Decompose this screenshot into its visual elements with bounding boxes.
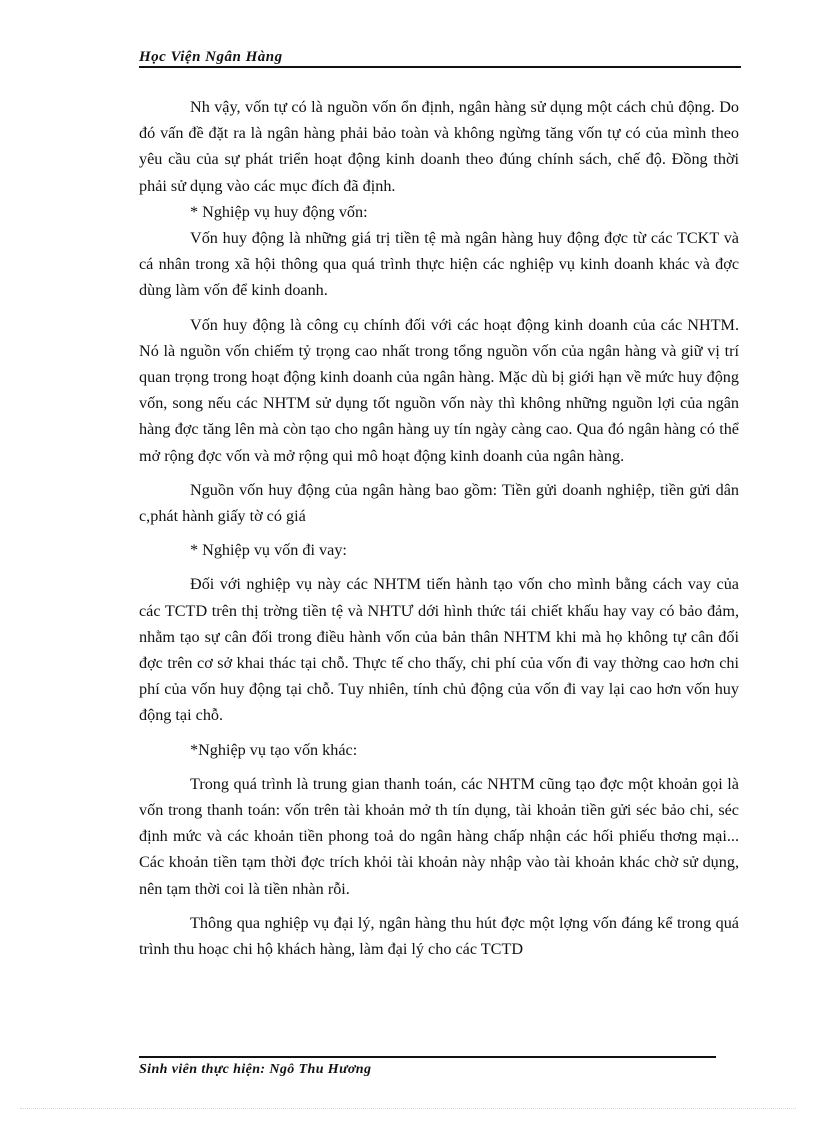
heading-deposit-mobilization: * Nghiệp vụ huy động vốn: (190, 202, 368, 221)
paragraph-mobilized-capital-role: Vốn huy động là công cụ chính đối với các hoạt động kinh doanh của các NHTM. Nó là nguồn vốn chiếm tỷ trọng cao nhất trong tổng nguồn vốn của ngân hàng và giữ vị trí quan trọng trong hoạt động kinh doanh của ngân hàng. Mặc dù bị giới hạn về mức huy động vốn, song nếu các NHTM sử dụng tốt nguồn vốn này thì không những nguồn lợi của ngân hàng đợc tăng lên mà còn tạo cho ngân hàng uy tín ngày càng cao. Qua đó ngân hàng có thể mở rộng đợc vốn và mở rộng qui mô hoạt động kinh doanh của ngân hàng. (139, 315, 739, 465)
footer-rule (139, 1056, 716, 1058)
paragraph-borrowed-capital: Đối với nghiệp vụ này các NHTM tiến hành tạo vốn cho mình bằng cách vay của các TCTD trên thị trờng tiền tệ và NHTƯ dới hình thức tái chiết khấu hay vay có bảo đảm, nhằm tạo sự cân đối trong điều hành vốn của bản thân NHTM khi mà họ không tự cân đối đợc trên cơ sở khai thác tại chỗ. Thực tế cho thấy, chi phí của vốn đi vay thờng cao hơn chi phí của vốn huy động tại chỗ. Tuy nhiên, tính chủ động của vốn đi vay lại cao hơn vốn huy động tại chỗ. (139, 575, 739, 725)
page-edge-line (20, 1108, 796, 1109)
page-header (139, 48, 741, 68)
header-title: Học Viện Ngân Hàng (139, 49, 283, 65)
paragraph-payment-capital: Trong quá trình là trung gian thanh toán, các NHTM cũng tạo đợc một khoản gọi là vốn trong thanh toán: vốn trên tài khoản mở th tín dụng, tài khoản tiền gửi séc bảo chi, séc định mức và các khoản tiền phong toả do ngân hàng chấp nhận các hối phiếu thơng mại... Các khoản tiền tạm thời đợc trích khỏi tài khoản này nhập vào tài khoản khác chờ sử dụng, nên tạm thời coi là tiền nhàn rỗi. (139, 774, 739, 898)
paragraph-mobilized-capital-sources: Nguồn vốn huy động của ngân hàng bao gồm: Tiền gửi doanh nghiệp, tiền gửi dân c,phát hành giấy tờ có giá (139, 480, 739, 526)
heading-borrowed-capital: * Nghiệp vụ vốn đi vay: (190, 541, 347, 560)
heading-other-capital: *Nghiệp vụ tạo vốn khác: (190, 740, 358, 759)
paragraph-own-capital: Nh vậy, vốn tự có là nguồn vốn ổn định, ngân hàng sử dụng một cách chủ động. Do đó vấn đề đặt ra là ngân hàng phải bảo toàn và không ngừng tăng vốn tự có của mình theo yêu cầu của sự phát triển hoạt động kinh doanh theo đúng chính sách, chế độ. Đồng thời phải sử dụng vào các mục đích đã định. (139, 98, 739, 195)
document-body (139, 94, 739, 962)
paragraph-agency-capital: Thông qua nghiệp vụ đại lý, ngân hàng thu hút đợc một lợng vốn đáng kể trong quá trình thu hoạc chi hộ khách hàng, làm đại lý cho các TCTD (139, 913, 739, 959)
paragraph-mobilized-capital-definition: Vốn huy động là những giá trị tiền tệ mà ngân hàng huy động đợc từ các TCKT và cá nhân trong xã hội thông qua quá trình thực hiện các nghiệp vụ kinh doanh khác và đợc dùng làm vốn để kinh doanh. (139, 229, 739, 300)
footer-author: Sinh viên thực hiện: Ngô Thu Hương (139, 1062, 372, 1077)
